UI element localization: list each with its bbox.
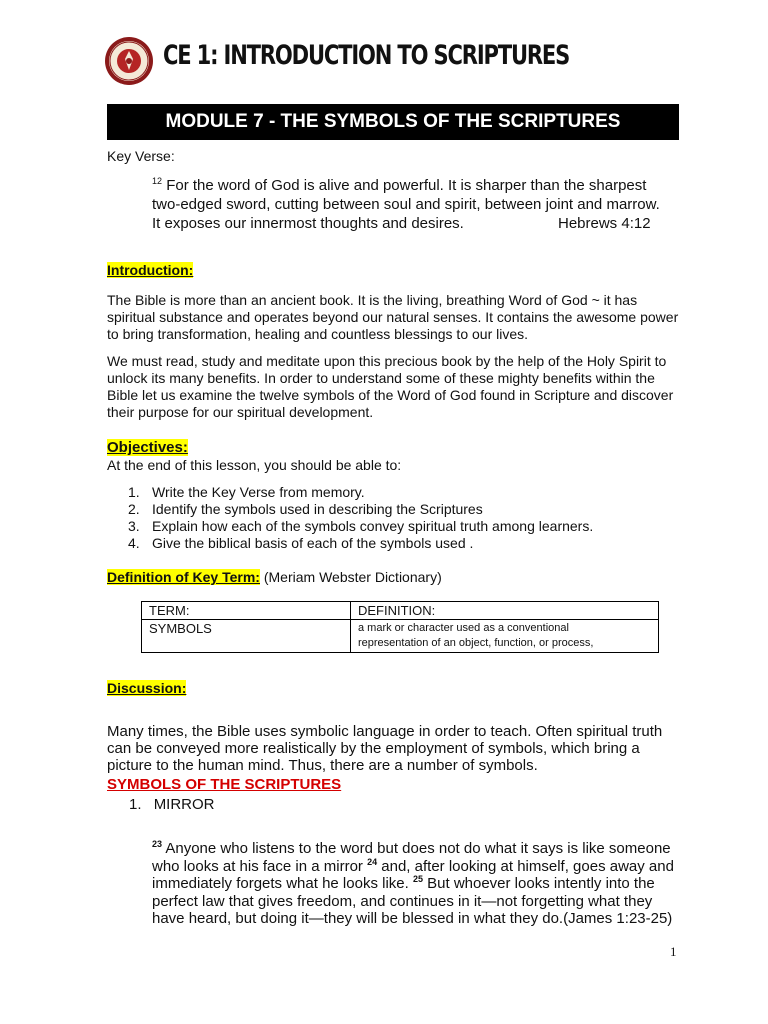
item-number: 1.	[128, 484, 140, 500]
definition-line: representation of an object, function, or process,	[358, 637, 594, 649]
list-item	[128, 535, 668, 552]
item-text: Identify the symbols used in describing the Scriptures	[152, 501, 483, 517]
table-row	[142, 620, 659, 653]
introduction-heading-text: Introduction:	[107, 262, 194, 278]
objectives-intro: At the end of this lesson, you should be able to:	[107, 457, 402, 473]
objectives-list	[128, 484, 668, 552]
item-number: 2.	[128, 501, 140, 517]
module-banner	[107, 104, 679, 140]
key-verse-text	[152, 176, 672, 233]
verse-text: But whoever looks intently into the perfect law that gives freedom, and continues in it—not forgetting what they have heard, but doing it—they will be blessed in what they do.(James 1:23-25)	[152, 875, 673, 927]
page-number: 1	[670, 944, 677, 959]
table-header-row	[142, 602, 659, 620]
symbol-item-mirror	[129, 796, 215, 813]
college-seal-logo	[104, 36, 154, 86]
key-term-table	[141, 601, 659, 653]
verse-number: 23	[152, 839, 163, 849]
verse-line: It exposes our innermost thoughts and desires.	[152, 215, 464, 232]
definition-heading	[107, 569, 442, 586]
item-number: 4.	[128, 535, 140, 551]
item-label: MIRROR	[153, 796, 215, 813]
definition-source: (Meriam Webster Dictionary)	[263, 569, 442, 585]
table-cell-term: SYMBOLS	[142, 620, 351, 653]
table-header-definition: DEFINITION:	[351, 602, 659, 620]
introduction-paragraph-2: We must read, study and meditate upon this precious book by the help of the Holy Spirit to unlock its many benefits. In order to understand some of these mighty benefits within the Bible let us examine the twelve symbols of the Word of God found in Scripture and discover their purpose for our spiritual development.	[107, 353, 674, 420]
table-header-term: TERM:	[142, 602, 351, 620]
discussion-heading	[107, 680, 186, 697]
item-number: 1.	[129, 796, 142, 813]
list-item	[128, 501, 668, 518]
introduction-heading	[107, 262, 193, 279]
verse-number: 12	[152, 176, 163, 186]
list-item	[128, 484, 668, 501]
symbols-heading: SYMBOLS OF THE SCRIPTURES	[107, 776, 342, 793]
item-text: Write the Key Verse from memory.	[152, 484, 365, 500]
course-title: CE 1: INTRODUCTION TO SCRIPTURES	[163, 40, 570, 71]
table-cell-definition	[351, 620, 659, 653]
objectives-heading	[107, 439, 188, 456]
mirror-scripture-passage	[152, 840, 677, 928]
discussion-paragraph: Many times, the Bible uses symbolic language in order to teach. Often spiritual truth can be conveyed more realistically by the employment of symbols, which bring a picture to the human mind. Thus, there are a number of symbols.	[107, 723, 663, 774]
definition-heading-text: Definition of Key Term:	[107, 569, 260, 585]
discussion-heading-text: Discussion:	[107, 680, 187, 696]
verse-number: 25	[412, 874, 423, 884]
item-text: Give the biblical basis of each of the symbols used .	[152, 535, 474, 551]
objectives-heading-text: Objectives:	[107, 439, 188, 456]
verse-text: Anyone who listens to the word but does not do what it says is like someone who looks at his face in a mirror	[152, 840, 671, 875]
verse-number: 24	[367, 856, 378, 867]
verse-text: and, after looking at himself, goes away and immediately forgets what he looks like.	[152, 857, 674, 892]
list-item	[128, 518, 668, 535]
module-title: MODULE 7 - THE SYMBOLS OF THE SCRIPTURES	[165, 111, 621, 132]
introduction-paragraph-1: The Bible is more than an ancient book. It is the living, breathing Word of God ~ it has spiritual substance and operates beyond our natural senses. It contains the awesome power to bring transformation, healing and countless blessings to our lives.	[107, 292, 679, 342]
verse-reference: Hebrews 4:12	[558, 215, 651, 232]
item-text: Explain how each of the symbols convey spiritual truth among learners.	[152, 518, 594, 534]
definition-line: a mark or character used as a conventional	[358, 622, 569, 634]
item-number: 3.	[128, 518, 140, 534]
verse-line: two-edged sword, cutting between soul and spirit, between joint and marrow.	[152, 196, 660, 213]
verse-line: For the word of God is alive and powerful. It is sharper than the sharpest	[166, 177, 647, 194]
key-verse-label: Key Verse:	[107, 148, 175, 164]
